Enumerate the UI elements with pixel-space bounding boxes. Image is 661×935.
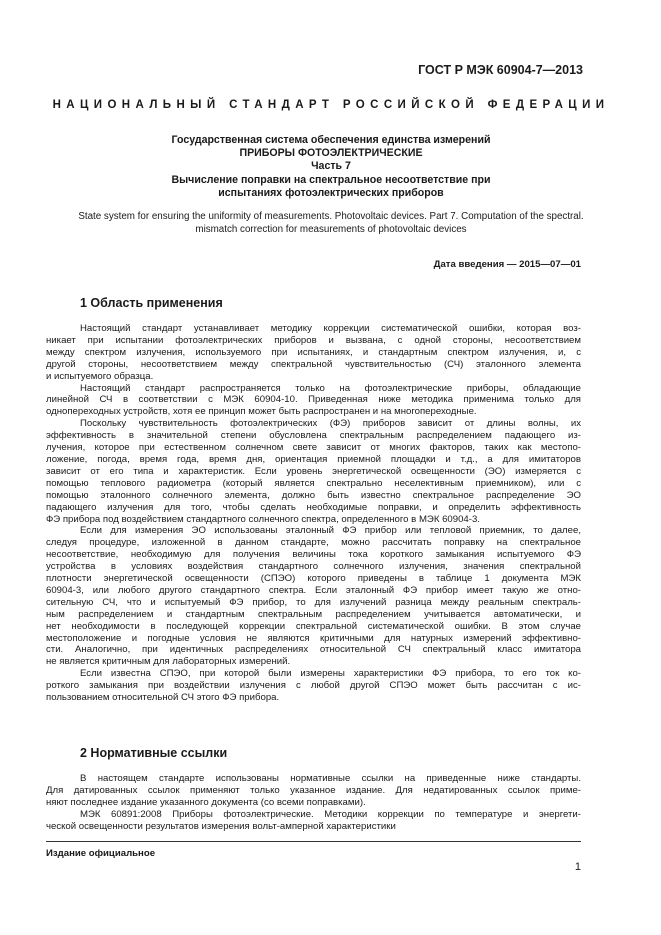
paragraph — [46, 323, 581, 383]
page-number: 1 — [574, 861, 581, 873]
paragraph — [46, 773, 581, 809]
paragraph — [46, 809, 581, 833]
text-line: ФЭ прибора под воздействием стандартного солнечного спектра, определенного в МЭК 60904-3. — [46, 513, 480, 525]
title-line: Вычисление поправки на спектральное несоответствие при — [171, 173, 491, 186]
text-line: ложение, погода, время года, время дня, ориентация приемной площадки и т.д., а для имитаторов — [46, 453, 581, 465]
text-line: Настоящий стандарт распространяется только на фотоэлектрические приборы, обладающие — [80, 382, 581, 394]
text-line: пользованием относительной СЧ этого ФЭ прибора. — [46, 692, 280, 704]
text-line: Для датированных ссылок применяют только указанное издание. Для недатированных ссылок приме- — [46, 784, 581, 796]
title-line: ПРИБОРЫ ФОТОЭЛЕКТРИЧЕСКИЕ — [239, 147, 423, 160]
text-line: никает при испытании фотоэлектрических приборов и вызвана, с одной стороны, несоответствием — [46, 334, 581, 346]
paragraph — [46, 418, 581, 525]
section-1-body — [46, 323, 581, 704]
document-code: ГОСТ Р МЭК 60904-7—2013 — [418, 63, 583, 77]
paragraph — [46, 525, 581, 668]
national-standard-banner: НАЦИОНАЛЬНЫЙ СТАНДАРТ РОССИЙСКОЙ ФЕДЕРАЦИИ — [52, 99, 610, 111]
introduction-date: Дата введения — 2015—07—01 — [433, 259, 581, 270]
text-line: Поскольку чувствительность фотоэлектрических (ФЭ) приборов зависит от длины волны, их — [80, 418, 581, 430]
text-line: зависит от его типа и характеристик. Если уровень энергетической освещенности (ЭО) измеряется с — [46, 465, 581, 477]
text-line: роткого замыкания при воздействии излучения с любой другой СПЭО может быть рассчитан с ис- — [46, 680, 581, 692]
english-title-line: State system for ensuring the uniformity of measurements. Photovoltaic devices. Part 7. Computation of the spectral. — [78, 211, 584, 222]
title-line: испытаниях фотоэлектрических приборов — [218, 186, 444, 199]
text-line: плотности энергетической освещенности (СПЭО) которого приведены в таблице 1 документа МЭК — [46, 573, 581, 585]
text-line: не является критичным для лабораторных измерений. — [46, 656, 291, 668]
text-line: 60904-3, или любого другого стандартного спектра. Если эталонный ФЭ прибор имеет такую же отно- — [46, 584, 581, 596]
text-line: между спектром излучения, используемого при испытаниях, и стандартным спектром излучения, и, с — [46, 346, 581, 358]
text-line: помощью эталонного солнечного элемента, должно быть известно спектральное распределение ЭО — [46, 489, 581, 501]
text-line: несоответствие, необходимую для получения величины тока короткого замыкания испытуемого ФЭ — [46, 549, 581, 561]
text-line: следуя процедуре, изложенной в данном стандарте, можно рассчитать поправку на спектральное — [46, 537, 581, 549]
paragraph — [46, 383, 581, 419]
text-line: падающего излучения для того, чтобы сделать необходимые поправки, и определить эффективность — [46, 501, 581, 513]
text-line: помощью теплового радиометра (который является спектрально неселективным приемником), или с — [46, 477, 581, 489]
text-line: местоположение и погодные условия не являются критичными для натурных измерений эффективно- — [46, 632, 581, 644]
text-line: однопереходных устройств, хотя ее принцип может быть распространен и на многопереходные. — [46, 406, 477, 418]
section-heading: 2 Нормативные ссылки — [80, 746, 228, 760]
title-line: Государственная система обеспечения единства измерений — [171, 134, 491, 146]
text-line: эффективность в значительной степени обусловлена спектральным распределением падающего из- — [46, 430, 581, 442]
section-2-body — [46, 773, 581, 833]
text-line: В настоящем стандарте использованы нормативные ссылки на приведенные ниже стандарты. — [80, 773, 581, 784]
english-title — [40, 210, 622, 236]
title-block — [60, 134, 602, 200]
text-line: сительную СЧ, что и испытуемый ФЭ прибор, то для излучений разница между реальным спектраль- — [46, 596, 581, 608]
text-line: МЭК 60891:2008 Приборы фотоэлектрические. Методики коррекции по температуре и энергети- — [80, 808, 581, 820]
text-line: сти. Аналогично, при идентичных распределениях относительной СЧ спектральный класс имитатора — [46, 644, 581, 656]
title-line: Часть 7 — [311, 160, 351, 173]
text-line: и испытуемого образца. — [46, 370, 154, 382]
paragraph — [46, 668, 581, 704]
edition-label: Издание официальное — [46, 848, 156, 859]
text-line: Если известна СПЭО, при которой были измерены характеристики ФЭ прибора, то его ток ко- — [80, 668, 581, 680]
footer-divider — [46, 841, 581, 842]
text-line: Если для измерения ЭО использованы эталонный ФЭ прибор или тепловой приемник, то далее, — [80, 525, 581, 537]
text-line: ческой освещенности результатов измерения вольт-амперной характеристики — [46, 820, 396, 832]
section-heading: 1 Область применения — [80, 296, 223, 310]
text-line: линейной СЧ в соответствии с МЭК 60904-10. Приведенная ниже методика применима только для — [46, 394, 581, 406]
text-line: ным распределением и стандартным спектральным распределением учитывается автоматически, и — [46, 608, 581, 620]
text-line: лучения, которое при естественном солнечном свете зависит от многих факторов, таких как местопо- — [46, 442, 581, 454]
english-title-line: mismatch correction for measurements of photovoltaic devices — [195, 224, 467, 235]
text-line: устройства в условиях воздействия стандартного солнечного излучения, значения спектральной — [46, 561, 581, 573]
text-line: нет необходимости в последующей коррекции спектральной систематической ошибки. В этом случае — [46, 620, 581, 632]
text-line: другой стороны, несоответствием между спектральной чувствительностью (СЧ) эталонного элемента — [46, 358, 581, 370]
text-line: няют последнее издание указанного документа (со всеми поправками). — [46, 796, 366, 808]
text-line: Настоящий стандарт устанавливает методику коррекции систематической ошибки, которая воз- — [80, 323, 581, 334]
